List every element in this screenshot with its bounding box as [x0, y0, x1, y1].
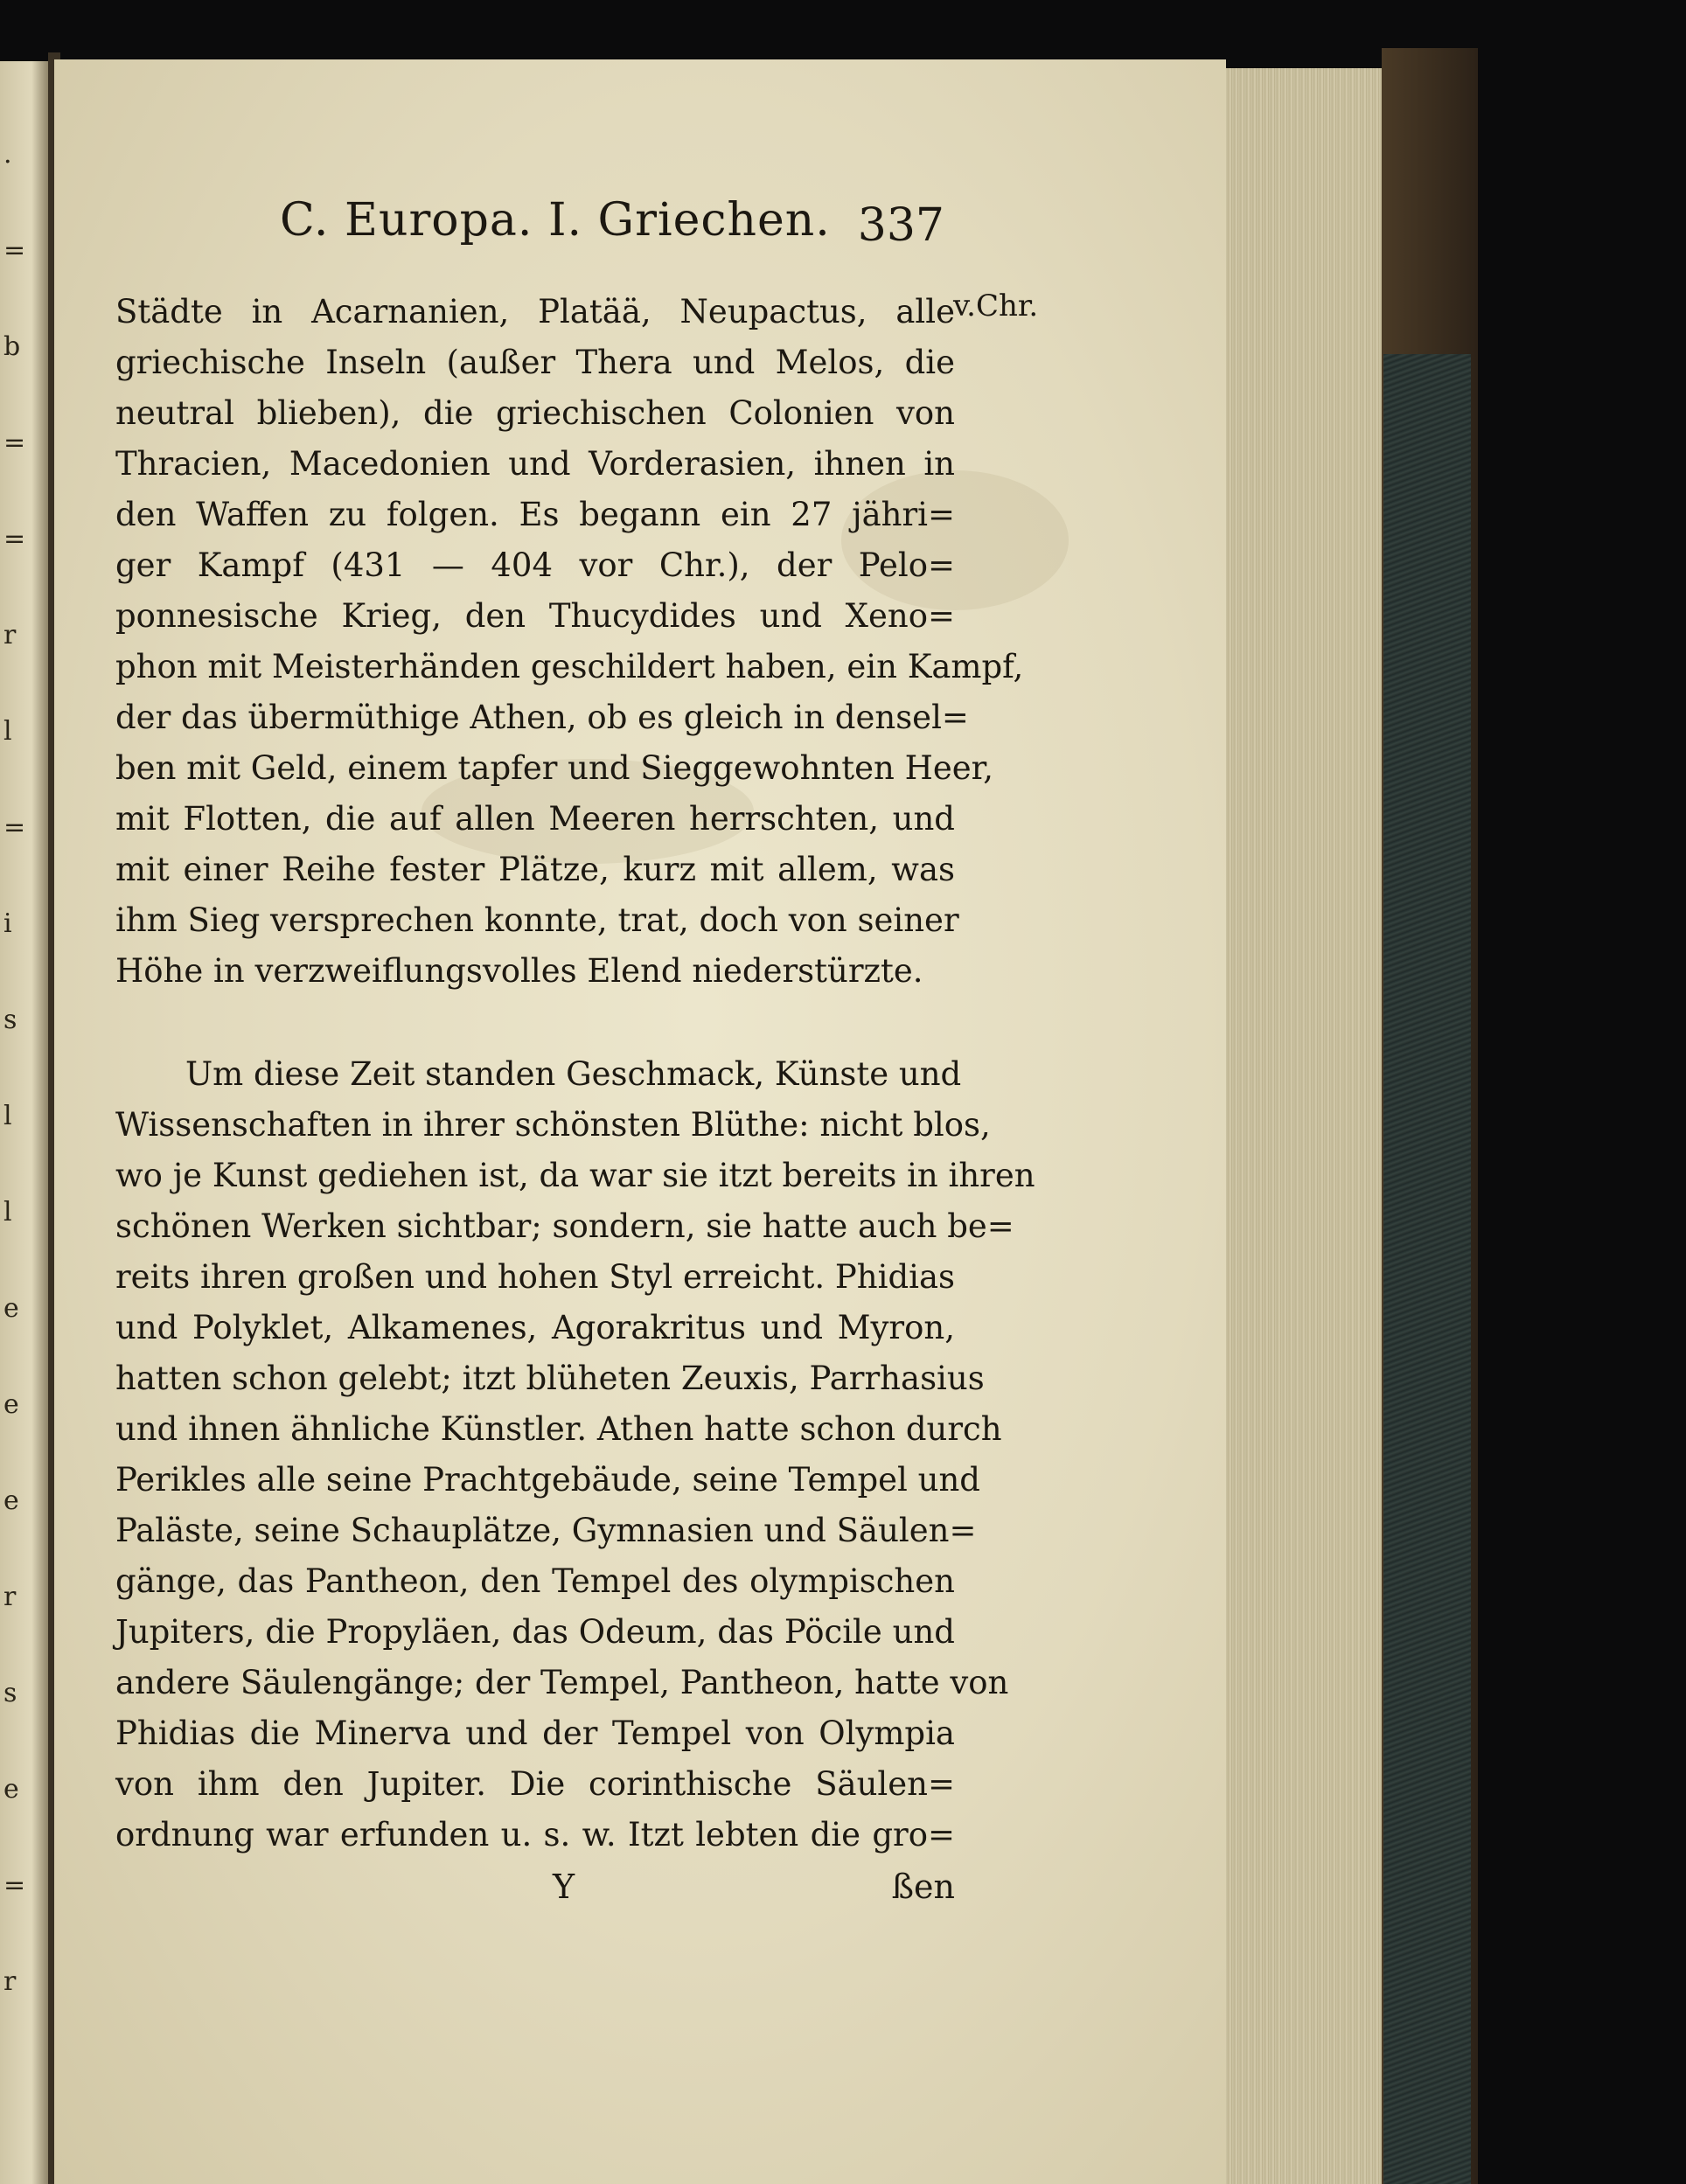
text-line: Um diese Zeit standen Geschmack, Künste und [185, 1055, 962, 1093]
text-line: Städte in Acarnanien, Platää, Neupactus, alle [115, 293, 955, 330]
left-page-fragment: . [3, 139, 12, 170]
left-page-fragment: = [3, 428, 26, 458]
text-line: ordnung war erfunden u. s. w. Itzt lebten die gro= [115, 1816, 955, 1854]
text-line: ihm Sieg versprechen konnte, trat, doch von seiner [115, 901, 959, 939]
text-line: und ihnen ähnliche Künstler. Athen hatte schon durch [115, 1410, 1002, 1448]
text-line: Jupiters, die Propyläen, das Odeum, das Pöcile und [115, 1613, 955, 1651]
left-page-fragment: e [3, 1485, 19, 1516]
left-page-fragment: i [3, 908, 12, 939]
text-line: mit Flotten, die auf allen Meeren herrschten, und [115, 800, 955, 838]
left-page-fragment: l [3, 1101, 12, 1131]
left-page-fragment: e [3, 1774, 19, 1805]
running-head-title: C. Europa. I. Griechen. [280, 194, 831, 247]
text-line: Phidias die Minerva und der Tempel von Olympia [115, 1715, 955, 1752]
page-footer [115, 1868, 955, 1920]
left-page-fragment: l [3, 1197, 12, 1228]
left-page-fragment: r [3, 620, 17, 650]
text-line: schönen Werken sichtbar; sondern, sie hatte auch be= [115, 1207, 1014, 1245]
text-line: hatten schon gelebt; itzt blüheten Zeuxis, Parrhasius [115, 1360, 985, 1397]
text-line: Thracien, Macedonien und Vorderasien, ihnen in [115, 445, 955, 483]
left-page-fragment: s [3, 1005, 17, 1035]
signature-mark: Y [553, 1868, 575, 1906]
text-line: wo je Kunst gediehen ist, da war sie itzt bereits in ihren [115, 1157, 1035, 1194]
text-line: der das übermüthige Athen, ob es gleich in densel= [115, 699, 969, 736]
text-line: Wissenschaften in ihrer schönsten Blüthe: nicht blos, [115, 1106, 991, 1144]
text-line: ponnesische Krieg, den Thucydides und Xeno= [115, 597, 955, 635]
text-line: phon mit Meisterhänden geschildert haben, ein Kampf, [115, 648, 1024, 685]
paragraph-2 [115, 1049, 1035, 1861]
text-line: reits ihren großen und hohen Styl erreicht. Phidias [115, 1258, 956, 1296]
margin-note: v.Chr. [953, 289, 1039, 323]
text-line: griechische Inseln (außer Thera und Melos, die [115, 344, 955, 381]
left-page-fragment: r [3, 1966, 17, 1997]
left-page-fragment: = [3, 524, 26, 554]
text-line: Perikles alle seine Prachtgebäude, seine Tempel und [115, 1461, 980, 1499]
text-line: und Polyklet, Alkamenes, Agorakritus und Myron, [115, 1309, 955, 1346]
left-page-fragment: l [3, 716, 12, 747]
text-line: Paläste, seine Schauplätze, Gymnasien und Säulen= [115, 1512, 977, 1549]
left-page-fragment: b [3, 331, 21, 362]
text-line: neutral blieben), die griechischen Colonien von [115, 394, 955, 432]
text-line: von ihm den Jupiter. Die corinthische Säulen= [115, 1765, 955, 1803]
left-page-fragment: e [3, 1389, 19, 1420]
text-line: andere Säulengänge; der Tempel, Pantheon, hatte von [115, 1664, 1009, 1701]
page-block-edges [1220, 68, 1386, 2184]
left-page-edge [0, 61, 52, 2184]
text-line: den Waffen zu folgen. Es begann ein 27 jähri= [115, 496, 955, 533]
page-number: 337 [857, 199, 944, 252]
text-line: gänge, das Pantheon, den Tempel des olympischen [115, 1562, 955, 1600]
text-line: ger Kampf (431 — 404 vor Chr.), der Pelo= [115, 546, 955, 584]
left-page-fragment: = [3, 1870, 26, 1901]
catchword: ßen [891, 1868, 955, 1906]
left-page-fragment: = [3, 812, 26, 843]
text-line: ben mit Geld, einem tapfer und Sieggewohnten Heer, [115, 749, 994, 787]
left-page-fragment: r [3, 1582, 17, 1612]
left-page-fragment: = [3, 235, 26, 266]
cover-cloth [1383, 354, 1471, 2184]
left-page-fragment: e [3, 1293, 19, 1324]
running-head [280, 194, 944, 264]
text-line: mit einer Reihe fester Plätze, kurz mit allem, was [115, 851, 955, 888]
left-page-fragment: s [3, 1678, 17, 1708]
text-line: Höhe in verzweiflungsvolles Elend niederstürzte. [115, 952, 923, 990]
